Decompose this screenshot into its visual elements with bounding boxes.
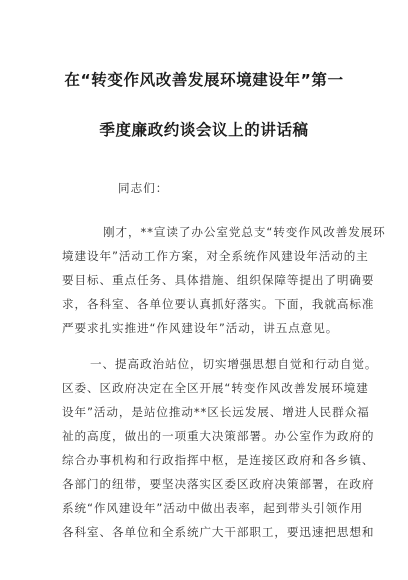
salutation: 同志们： xyxy=(118,181,169,195)
paragraph-2-line-2: 区委、区政府决定在全区开展“转变作风改善发展环境建 xyxy=(62,381,369,395)
paragraph-1-line-2: 境建设年”活动工作方案，对全系统作风建设年活动的主 xyxy=(62,249,369,263)
paragraph-2-line-4: 祉的高度，做出的一项重大决策部署。办公室作为政府的 xyxy=(62,429,375,443)
paragraph-1-line-3: 要目标、重点任务、具体措施、组织保障等提出了明确要 xyxy=(62,273,375,287)
paragraph-2-line-5: 综合办事机构和行政指挥中枢，是连接区政府和各乡镇、 xyxy=(62,453,375,467)
paragraph-2-line-7: 系统“作风建设年”活动中做出表率，起到带头引领作用 xyxy=(62,501,364,515)
paragraph-2-line-3: 设年”活动，是站位推动**区长远发展、增进人民群众福 xyxy=(62,405,370,419)
paragraph-2-line-1: 一、提高政治站位，切实增强思想自觉和行动自觉。 xyxy=(90,357,378,371)
paragraph-1-line-4: 求，各科室、各单位要认真抓好落实。下面，我就高标准 xyxy=(62,297,375,311)
document-title-line-2: 季度廉政约谈会议上的讲话稿 xyxy=(99,121,309,139)
paragraph-2-line-8: 各科室、各单位和全系统广大干部职工，要迅速把思想和 xyxy=(62,525,375,539)
paragraph-2-line-6: 各部门的纽带，要坚决落实区委区政府决策部署，在政府 xyxy=(62,477,375,491)
paragraph-1-line-5: 严要求扎实推进“作风建设年”活动，讲五点意见。 xyxy=(62,321,339,335)
paragraph-1-line-1: 刚才，**宣读了办公室党总支“转变作风改善发展环 xyxy=(103,225,386,239)
document-title-line-1: 在“转变作风改善发展环境建设年”第一 xyxy=(64,71,344,89)
